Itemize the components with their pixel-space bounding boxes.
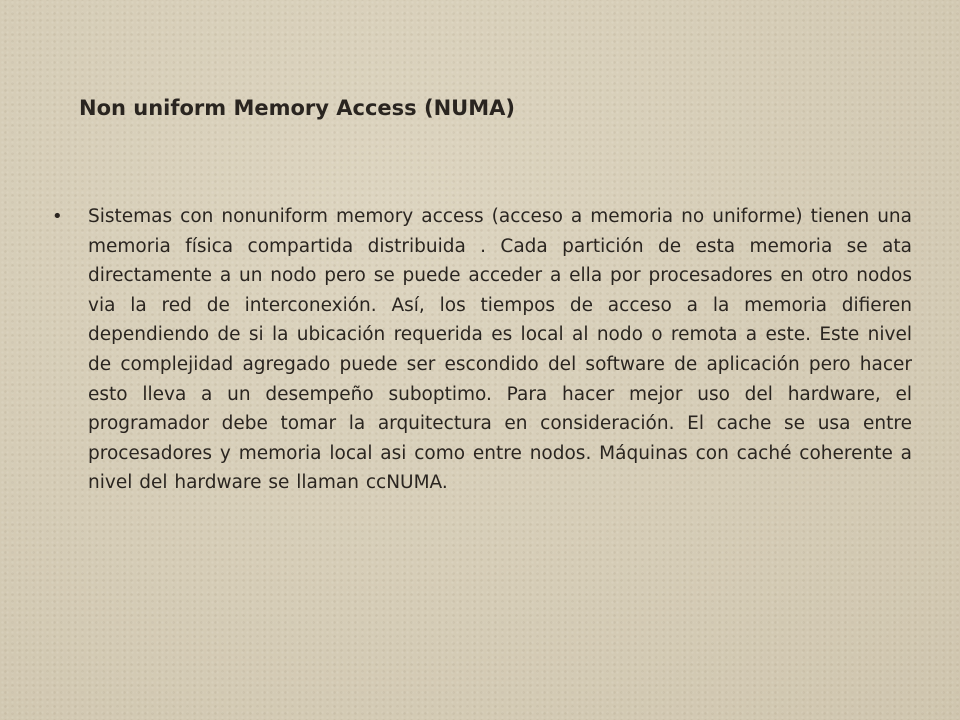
bullet-marker: • bbox=[52, 206, 63, 227]
bullet-text: Sistemas con nonuniform memory access (acceso a memoria no uniforme) tienen una memoria física compartida distribuida . Cada partición de esta memoria se ata directamente a un nodo pero se puede acceder a ella por procesadores en otro nodos via la red de interconexión. Así, los tiempos de acceso a la memoria difieren dependiendo de si la ubicación requerida es local al nodo o remota a este. Este nivel de complejidad agregado puede ser escondido del software de aplicación pero hacer esto lleva a un desempeño suboptimo. Para hacer mejor uso del hardware, el programador debe tomar la arquitectura en consideración. El cache se usa entre procesadores y memoria local asi como entre nodos. Máquinas con caché coherente a nivel del hardware se llaman ccNUMA. bbox=[88, 206, 912, 494]
bullet-item bbox=[52, 202, 912, 498]
bullet-list bbox=[52, 202, 912, 498]
slide-title: Non uniform Memory Access (NUMA) bbox=[79, 96, 515, 120]
